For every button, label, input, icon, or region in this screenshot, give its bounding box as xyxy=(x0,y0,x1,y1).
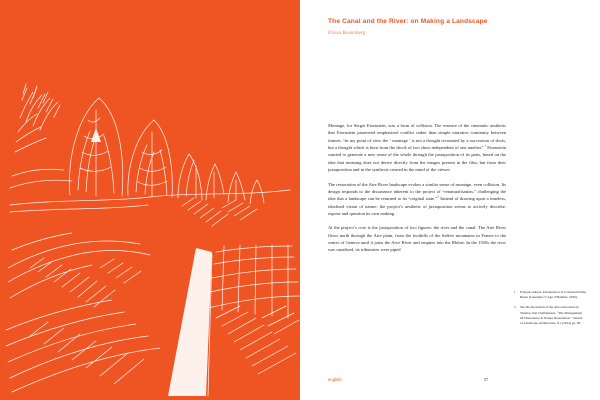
sidenote xyxy=(514,305,586,326)
article-header xyxy=(328,18,518,36)
body-paragraph xyxy=(328,122,506,174)
running-foot-section: english xyxy=(328,377,342,382)
article-author: Elissa Rosenberg xyxy=(328,29,366,36)
sidenote-text: François Albera, Eisenstein et le Constructivisme Russe (Lausanne: L’Age d’Homme, 1990). xyxy=(520,290,586,300)
article-title: The Canal and the River: on Making a Landscape xyxy=(328,18,488,25)
sidenote-number: 2 xyxy=(514,305,516,310)
paragraph-text: At the project’s core is the juxtaposition of two figures: the river and the canal. The Aire River flows north through the Aire plain, from the foothills of the Salève mountains in France to the center of Geneva until it joins the Arve River and empties into the Rhône. In the 1920s the river was canalised, its tributaries were piped xyxy=(328,225,506,253)
footnote-marker[interactable]: 1 xyxy=(484,143,487,148)
sidenote xyxy=(514,290,586,300)
paragraph-text: Montage, for Sergei Eisenstein, was a form of collision. The essence of the cinematic aesthetic that Eisenstein pioneered emphasised conflict rather than simple narrative continuity between frames: “in my point of view the ‘ montage ’ is not a thought recounted by a succession of shots, but a thought which is born from the shock of two shots independent of one another”. xyxy=(328,123,506,151)
sidenote-text: See the discussion of the Aire restoration by Thomas Juel Clemmensen, “The Management Of Dissonance in Nature Restoration,” Journal of Landscape Architecture, 9:1 (2014) pp. 83. xyxy=(520,305,583,325)
paragraph-text: The restoration of the Aire River landscape evokes a similar sense of montage, even collision. Its design responds to the dissonance inherent to the project of “renaturalisation,” challenging the idea that a landscape can be returned to its “original state.” xyxy=(328,181,506,202)
paragraph-text-continued: Eisenstein wanted to generate a new sense of the whole through the juxtaposition of its parts, based on the idea that meaning does not derive directly from the images present in the film, but from their juxtaposition and in the synthesis created in the mind of the viewer. xyxy=(328,145,506,173)
article-body xyxy=(328,122,506,254)
running-foot xyxy=(328,374,572,382)
body-paragraph xyxy=(328,224,506,253)
page-number: 57 xyxy=(484,377,489,382)
footnote-marker[interactable]: 2 xyxy=(437,194,439,199)
right-page-text xyxy=(300,0,600,400)
sidenotes-column xyxy=(514,290,586,331)
paragraph-text-continued: Instead of drawing upon a timeless, idealised vision of nature, the project’s aesthetic of juxtaposition seems to actively describe, expose and question its own making. xyxy=(328,196,506,216)
sidenote-number: 1 xyxy=(514,290,516,294)
body-paragraph xyxy=(328,181,506,218)
